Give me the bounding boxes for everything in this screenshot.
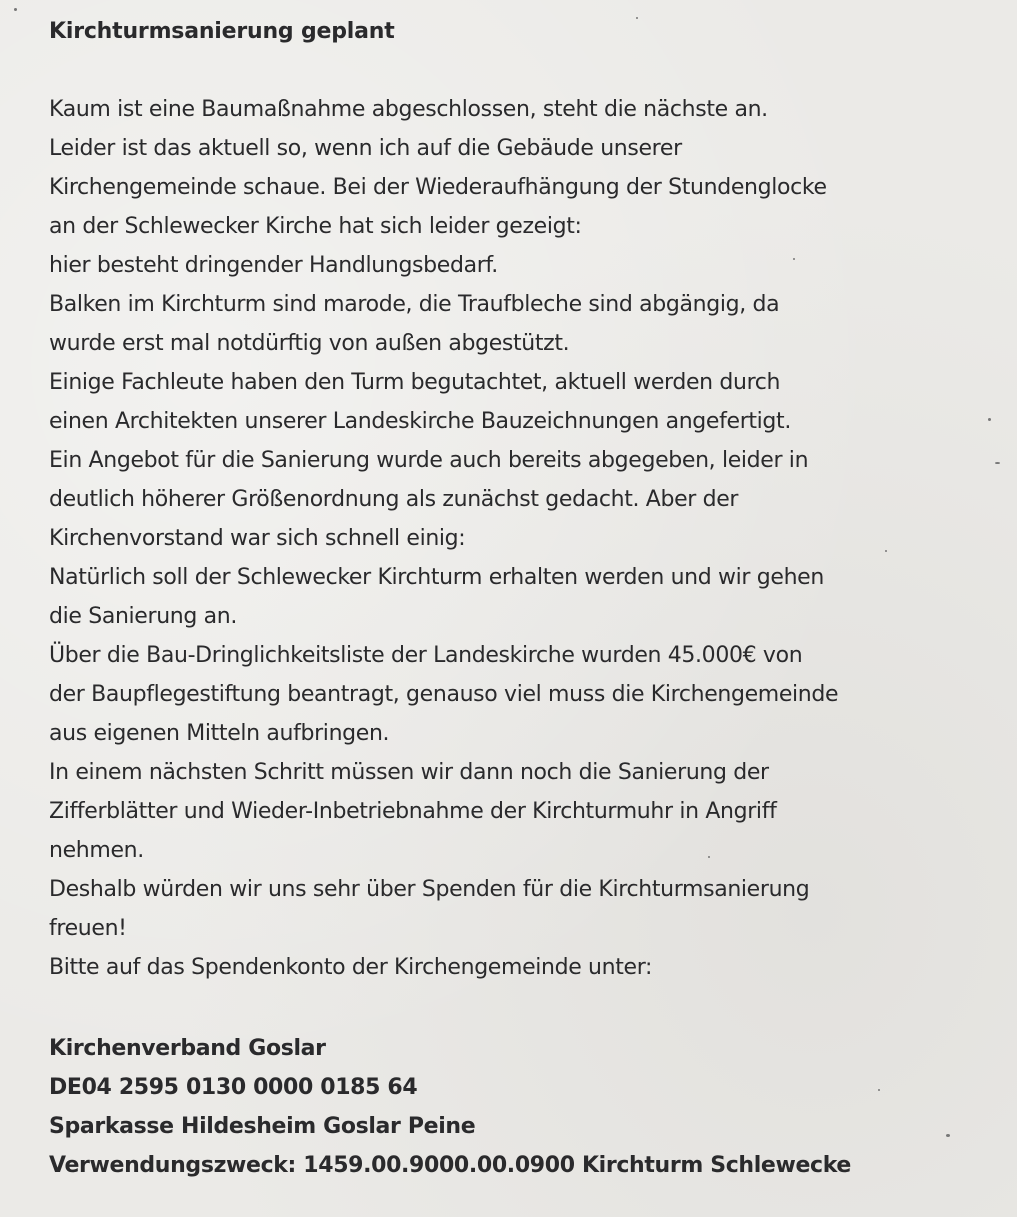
- body-line: Über die Bau-Dringlichkeitsliste der Landeskirche wurden 45.000€ von: [49, 643, 803, 668]
- account-bank: Sparkasse Hildesheim Goslar Peine: [49, 1114, 476, 1139]
- body-line: Deshalb würden wir uns sehr über Spenden für die Kirchturmsanierung: [49, 877, 810, 902]
- scan-speck: [946, 1134, 950, 1137]
- body-line: Einige Fachleute haben den Turm begutachtet, aktuell werden durch: [49, 370, 781, 395]
- body-line: die Sanierung an.: [49, 604, 238, 629]
- scan-speck: [14, 8, 17, 11]
- body-line: Ein Angebot für die Sanierung wurde auch bereits abgegeben, leider in: [49, 448, 809, 473]
- body-line: Bitte auf das Spendenkonto der Kirchengemeinde unter:: [49, 955, 653, 980]
- body-line: an der Schlewecker Kirche hat sich leider gezeigt:: [49, 214, 582, 239]
- body-line: Kaum ist eine Baumaßnahme abgeschlossen, steht die nächste an.: [49, 97, 768, 122]
- scan-speck: [885, 550, 887, 552]
- body-line: Zifferblätter und Wieder-Inbetriebnahme der Kirchturmuhr in Angriff: [49, 799, 777, 824]
- account-holder: Kirchenverband Goslar: [49, 1036, 326, 1061]
- body-line: Balken im Kirchturm sind marode, die Traufbleche sind abgängig, da: [49, 292, 780, 317]
- account-reference: Verwendungszweck: 1459.00.9000.00.0900 Kirchturm Schlewecke: [49, 1153, 851, 1178]
- body-line: freuen!: [49, 916, 127, 941]
- scan-speck: [878, 1089, 880, 1091]
- body-line: Kirchengemeinde schaue. Bei der Wiederaufhängung der Stundenglocke: [49, 175, 827, 200]
- account-iban: DE04 2595 0130 0000 0185 64: [49, 1075, 418, 1100]
- body-line: aus eigenen Mitteln aufbringen.: [49, 721, 390, 746]
- scan-speck: [995, 462, 1000, 464]
- article-title: Kirchturmsanierung geplant: [49, 19, 395, 44]
- scan-speck: [793, 258, 795, 260]
- scan-speck: [708, 856, 710, 858]
- body-line: nehmen.: [49, 838, 144, 863]
- article-body: [49, 90, 1009, 987]
- body-line: wurde erst mal notdürftig von außen abgestützt.: [49, 331, 570, 356]
- body-line: hier besteht dringender Handlungsbedarf.: [49, 253, 498, 278]
- scan-speck: [988, 418, 991, 421]
- body-line: In einem nächsten Schritt müssen wir dann noch die Sanierung der: [49, 760, 769, 785]
- body-line: Kirchenvorstand war sich schnell einig:: [49, 526, 466, 551]
- body-line: einen Architekten unserer Landeskirche Bauzeichnungen angefertigt.: [49, 409, 791, 434]
- donation-account-block: [49, 1029, 1009, 1185]
- body-line: der Baupflegestiftung beantragt, genauso viel muss die Kirchengemeinde: [49, 682, 839, 707]
- body-line: deutlich höherer Größenordnung als zunächst gedacht. Aber der: [49, 487, 739, 512]
- scan-speck: [636, 17, 638, 19]
- body-line: Leider ist das aktuell so, wenn ich auf die Gebäude unserer: [49, 136, 682, 161]
- body-line: Natürlich soll der Schlewecker Kirchturm erhalten werden und wir gehen: [49, 565, 824, 590]
